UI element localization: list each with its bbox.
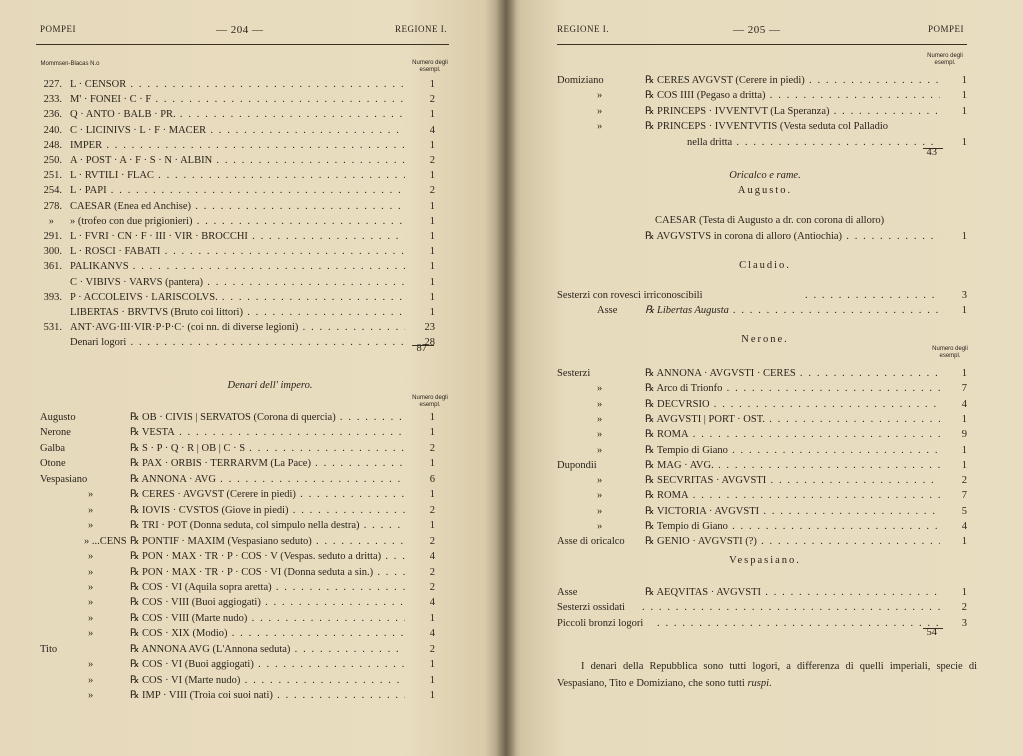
emperor-name: »	[88, 566, 94, 578]
entry-count: 23	[424, 322, 435, 334]
entry-description: ℞ MAG · AVG. . . .	[645, 458, 940, 473]
entry-count: 1	[429, 307, 435, 318]
entry-count: 1	[429, 489, 435, 501]
entry-count: 2	[429, 504, 435, 516]
entry-description: ℞ IMP · VIII (Troia coi suoi nati) . . .	[130, 688, 405, 703]
entry-description: ℞ S · P · Q · R | OB | C · S . . .	[130, 441, 405, 456]
entry-count: 6	[429, 473, 435, 485]
entry-description: P · ACCOLEIVS · LARISCOLVS. . . .	[70, 290, 405, 305]
mommsen-number: 240.	[43, 124, 62, 136]
entry-description: ℞ Tempio di Giano . . .	[645, 443, 940, 458]
entry-count: 1	[961, 136, 967, 148]
imperial-row	[40, 611, 440, 626]
entry-description: L · RVTILI · FLAC . . .	[70, 168, 405, 183]
domitian-row	[557, 104, 977, 119]
nerone-title: Nerone.	[741, 334, 789, 345]
entry-description: ℞ OB · CIVIS | SERVATOS (Corona di quercia) . . .	[130, 410, 405, 425]
left-page	[0, 0, 505, 756]
entry-description: » (trofeo con due prigionieri) . . .	[70, 214, 405, 229]
entry-description: ℞ TRI · POT (Donna seduta, col simpulo nella destra) . . .	[130, 518, 405, 533]
left-header-right: REGIONE I.	[395, 24, 447, 34]
vespasiano-title: Vespasiano.	[729, 555, 801, 566]
emperor-name: Tito	[40, 643, 58, 655]
oricalco-title: Oricalco e rame.	[729, 170, 801, 181]
imperial-row	[40, 642, 440, 657]
emperor-name: Nerone	[40, 427, 71, 439]
imperial-row	[40, 441, 440, 456]
emperor-name: »	[597, 105, 603, 117]
coin-type: Piccoli bronzi logori	[557, 617, 644, 629]
right-header-left: REGIONE I.	[557, 24, 609, 34]
emperor-name: »	[88, 690, 94, 702]
left-header-rule	[36, 44, 449, 45]
entry-count: 28	[424, 337, 435, 349]
nerone-row	[557, 458, 977, 473]
mommsen-number: 300.	[43, 246, 62, 258]
nerone-row	[557, 488, 977, 503]
domitian-row	[557, 135, 977, 150]
entry-count: 1	[429, 427, 435, 439]
emperor-name: Otone	[40, 458, 66, 470]
republic-row	[20, 259, 440, 274]
nerone-row	[557, 443, 977, 458]
nerone-row	[557, 473, 977, 488]
entry-count: 1	[429, 261, 435, 273]
imperial-row	[40, 534, 440, 549]
emperor-name: Domiziano	[557, 75, 604, 86]
coin-type: »	[597, 398, 603, 410]
vespasiano-row	[557, 616, 977, 631]
republic-row	[20, 305, 440, 320]
entry-count: 1	[429, 231, 435, 242]
entry-count: 2	[429, 185, 435, 197]
entry-description: Q · ANTO · BALB · PR. . . .	[70, 107, 405, 122]
imperial-row	[40, 565, 440, 580]
coin-type: Sesterzi con rovesci irriconoscibili	[557, 290, 703, 301]
imperial-row	[40, 425, 440, 440]
nerone-row	[557, 427, 977, 442]
mommsen-number: 393.	[43, 291, 62, 303]
coin-type: »	[597, 490, 603, 502]
entry-count: 1	[961, 444, 967, 456]
entry-count: 1	[961, 90, 967, 102]
entry-count: 1	[961, 75, 967, 86]
nerone-count-header: Numero degli esempl.	[932, 346, 968, 359]
entry-count: 1	[429, 520, 435, 532]
entry-description: ℞ CERES AVGVST (Cerere in piedi) . . .	[645, 73, 940, 88]
emperor-name: »	[88, 504, 94, 516]
republic-row	[20, 168, 440, 183]
entry-description: ℞ PONTIF · MAXIM (Vespasiano seduto) . . .	[130, 534, 405, 549]
mommsen-number: 251.	[43, 170, 62, 182]
entry-description: nella dritta . . .	[687, 135, 940, 150]
left-header-center: — 204 —	[216, 24, 264, 36]
entry-description: ℞ IOVIS · CVSTOS (Giove in piedi) . . .	[130, 503, 405, 518]
entry-count: 4	[429, 124, 435, 136]
emperor-name: »	[88, 520, 94, 532]
entry-count: 2	[429, 94, 435, 106]
imperial-row	[40, 487, 440, 502]
left-count-header: Numero degli esempl.	[412, 60, 448, 73]
republic-row	[20, 183, 440, 198]
coin-type: Sesterzi	[557, 368, 591, 379]
republic-row	[20, 199, 440, 214]
entry-description: ℞ COS · VI (Marte nudo) . . .	[130, 673, 405, 688]
republic-row	[20, 92, 440, 107]
entry-count: 1	[429, 215, 435, 227]
emperor-name: Vespasiano	[40, 473, 88, 485]
augusto-title: Augusto.	[737, 185, 793, 196]
republic-row	[20, 244, 440, 259]
nerone-row	[557, 534, 977, 549]
entry-count: 1	[961, 587, 967, 598]
entry-description: L · CENSOR . . .	[70, 77, 405, 92]
entry-count: 1	[429, 659, 435, 671]
entry-count: 4	[961, 521, 967, 532]
coin-type: »	[597, 444, 603, 456]
entry-count: 3	[961, 290, 967, 301]
imperial-row	[40, 595, 440, 610]
imperial-row	[40, 580, 440, 595]
entry-description: CAESAR (Enea ed Anchise) . . .	[70, 199, 405, 214]
emperor-name: »	[88, 674, 94, 686]
entry-description: ℞ PON · MAX · TR · P · COS · VI (Donna seduta a sin.) . . .	[130, 565, 405, 580]
closing-paragraph: I denari della Repubblica sono tutti logori, a differenza di quelli imperiali, specie di Vespasiano, Tito e Domiziano, che sono tutti ruspi.	[557, 661, 977, 689]
imperial-row	[40, 549, 440, 564]
entry-description: ℞ COS · VI (Aquila sopra aretta) . . .	[130, 580, 405, 595]
entry-count: 1	[429, 200, 435, 212]
entry-description: ℞ COS · XIX (Modio) . . .	[130, 626, 405, 641]
entry-count: 4	[429, 628, 435, 640]
entry-description	[642, 600, 940, 615]
domitian-row	[557, 119, 977, 134]
coin-type: Asse	[597, 305, 618, 317]
entry-description: ℞ COS · VIII (Buoi aggiogati) . . .	[130, 595, 405, 610]
entry-count: 2	[961, 602, 967, 614]
coin-type: »	[597, 521, 603, 532]
right-header-right: POMPEI	[928, 24, 965, 34]
left-header-left: POMPEI	[40, 24, 77, 34]
book-gutter	[496, 0, 516, 756]
emperor-name: »	[88, 489, 94, 501]
entry-count: 2	[429, 535, 435, 547]
left-col-header: Mommsen-Blacas N.o	[40, 61, 100, 67]
entry-description: ANT·AVG·III·VIR·P·P·C· (coi nn. di diverse legioni) . . .	[70, 320, 405, 335]
entry-description: Denari logori . . .	[70, 335, 405, 350]
nerone-row	[557, 397, 977, 412]
mommsen-number: 361.	[43, 261, 62, 273]
entry-count: 1	[429, 690, 435, 702]
mommsen-number: 227.	[43, 79, 62, 90]
coin-type: Sesterzi ossidati	[557, 602, 625, 614]
entry-description: ℞ Libertas Augusta . . .	[645, 303, 940, 318]
mommsen-number: 236.	[43, 109, 62, 121]
imperial-row	[40, 688, 440, 703]
vespasiano-row	[557, 600, 977, 615]
entry-description: ℞ ROMA . . .	[645, 427, 940, 442]
emperor-name: »	[88, 581, 94, 593]
imperial-title: Denari dell' impero.	[227, 380, 313, 391]
entry-count: 1	[429, 109, 435, 121]
entry-description: ℞ AVGVSTI | PORT · OST. . . .	[645, 412, 940, 427]
emperor-name: »	[88, 612, 94, 624]
right-page	[505, 0, 1023, 756]
republic-row	[20, 214, 440, 229]
entry-count: 1	[429, 139, 435, 151]
claudio-title: Claudio.	[739, 260, 791, 271]
entry-description: M' · FONEI · C · F . . .	[70, 92, 405, 107]
imperial-row	[40, 673, 440, 688]
imperial-row	[40, 626, 440, 641]
coin-type: »	[597, 505, 603, 517]
coin-type: Asse di oricalco	[557, 536, 625, 548]
emperor-name: »	[597, 121, 603, 133]
entry-description: ℞ GENIO · AVGVSTI (?) . . .	[645, 534, 940, 549]
entry-description: ℞ COS · VI (Buoi aggiogati) . . .	[130, 657, 405, 672]
republic-row	[20, 290, 440, 305]
entry-count: 1	[429, 412, 435, 423]
augusto-row: ℞ AVGVSTVS in corona di alloro (Antiochia) . . . 1	[557, 229, 967, 244]
emperor-name: Augusto	[40, 412, 76, 423]
entry-count: 1	[961, 368, 967, 379]
augusto-line-1: CAESAR (Testa di Augusto a dr. con corona di alloro)	[655, 215, 885, 226]
republic-row	[20, 77, 440, 92]
ruspi-word: ruspi	[747, 678, 770, 689]
entry-description: ℞ ANNONA AVG (L'Annona seduta) . . .	[130, 642, 405, 657]
mommsen-number: 531.	[43, 322, 62, 334]
entry-count: 1	[961, 413, 967, 425]
republic-row	[20, 320, 440, 335]
mommsen-number: 248.	[43, 139, 62, 151]
right-header-center: — 205 —	[733, 24, 781, 36]
entry-count: 2	[429, 442, 435, 454]
imperial-row	[40, 657, 440, 672]
entry-count: 4	[429, 597, 435, 609]
emperor-name: » ...CENS	[84, 535, 127, 547]
entry-description: ℞ SECVRITAS · AVGVSTI . . .	[645, 473, 940, 488]
entry-count: 1	[961, 459, 967, 471]
entry-count: 2	[429, 581, 435, 593]
entry-description: A · POST · A · F · S · N · ALBIN . . .	[70, 153, 405, 168]
nerone-row	[557, 504, 977, 519]
entry-description: ℞ ROMA . . .	[645, 488, 940, 503]
entry-description: PALIKANVS . . .	[70, 259, 405, 274]
emperor-name: »	[88, 551, 94, 563]
mommsen-number: 291.	[43, 231, 62, 242]
entry-count: 1	[429, 612, 435, 624]
mommsen-number: 233.	[43, 94, 62, 106]
entry-description: ℞ PRINCEPS · IVVENTVTIS (Vesta seduta col Palladio	[645, 121, 889, 133]
entry-count: 9	[961, 429, 967, 441]
republic-row	[20, 153, 440, 168]
coin-type: »	[597, 383, 603, 395]
republic-row	[20, 123, 440, 138]
entry-count: 1	[429, 458, 435, 470]
entry-count: 1	[429, 170, 435, 182]
entry-count: 1	[961, 536, 967, 548]
republic-row	[20, 138, 440, 153]
entry-count: 1	[429, 276, 435, 288]
entry-description: ℞ AEQVITAS · AVGVSTI . . .	[645, 585, 940, 600]
domitian-total: 43	[926, 147, 937, 158]
entry-count: 1	[429, 291, 435, 303]
right-header-rule	[557, 44, 967, 45]
vespasiano-total: 54	[926, 627, 937, 638]
entry-description: L · FVRI · CN · F · III · VIR · BROCCHI . . .	[70, 229, 405, 244]
entry-count: 3	[961, 617, 967, 629]
entry-description: ℞ PRINCEPS · IVVENTVT (La Speranza) . . .	[645, 104, 940, 119]
republic-row	[20, 335, 440, 350]
imperial-count-header: Numero degli esempl.	[412, 395, 448, 408]
imperial-row	[40, 472, 440, 487]
nerone-row	[557, 381, 977, 396]
emperor-name: »	[88, 659, 94, 671]
entry-count: 1	[429, 246, 435, 258]
entry-count: 7	[961, 383, 967, 395]
entry-description: ℞ VESTA . . .	[130, 425, 405, 440]
entry-count: 2	[961, 475, 967, 487]
right-count-header: Numero degli esempl.	[927, 53, 963, 66]
entry-count: 4	[961, 398, 967, 410]
emperor-name: »	[597, 90, 603, 102]
entry-description: ℞ ANNONA · AVG . . .	[130, 472, 405, 487]
entry-count: 7	[961, 490, 967, 502]
emperor-name: »	[88, 628, 94, 640]
nerone-row	[557, 519, 977, 534]
entry-description: ℞ DECVRSIO . . .	[645, 397, 940, 412]
republic-total: 87	[416, 343, 427, 354]
nerone-row	[557, 412, 977, 427]
entry-description: C · VIBIVS · VARVS (pantera) . . .	[70, 275, 405, 290]
entry-count: 2	[429, 643, 435, 655]
vespasiano-row	[557, 585, 977, 600]
entry-description: ℞ VICTORIA · AVGVSTI . . .	[645, 504, 940, 519]
coin-type: Asse	[557, 587, 578, 598]
entry-count: 1	[429, 79, 435, 90]
emperor-name: »	[88, 597, 94, 609]
mommsen-number: 254.	[43, 185, 62, 197]
entry-description: ℞ PON · MAX · TR · P · COS · V (Vespas. seduto a dritta) . . .	[130, 549, 405, 564]
republic-row	[20, 275, 440, 290]
entry-description: LIBERTAS · BRVTVS (Bruto coi littori) . . .	[70, 305, 405, 320]
nerone-row	[557, 366, 977, 381]
entry-count: 2	[429, 155, 435, 166]
entry-count: 1	[429, 674, 435, 686]
entry-description: ℞ Tempio di Giano . . .	[645, 519, 940, 534]
entry-count: 1	[961, 105, 967, 117]
entry-description: ℞ COS · VIII (Marte nudo) . . .	[130, 611, 405, 626]
imperial-row	[40, 456, 440, 471]
entry-count: 1	[961, 305, 967, 317]
entry-description	[805, 288, 940, 303]
entry-count: 2	[429, 566, 435, 578]
mommsen-number: »	[48, 215, 54, 227]
entry-description: L · PAPI . . .	[70, 183, 405, 198]
entry-description: C · LICINIVS · L · F · MACER . . .	[70, 123, 405, 138]
coin-type: »	[597, 413, 603, 425]
republic-row	[20, 107, 440, 122]
imperial-row	[40, 518, 440, 533]
entry-description: ℞ CERES · AVGVST (Cerere in piedi) . . .	[130, 487, 405, 502]
entry-count: 4	[429, 551, 435, 563]
claudio-row	[557, 288, 977, 303]
domitian-row	[557, 73, 977, 88]
entry-description: IMPER . . .	[70, 138, 405, 153]
entry-description	[657, 616, 940, 631]
domitian-row	[557, 88, 977, 103]
entry-description: L · ROSCI · FABATI . . .	[70, 244, 405, 259]
claudio-row	[557, 303, 977, 318]
coin-type: Dupondii	[557, 459, 597, 471]
coin-type: »	[597, 429, 603, 441]
imperial-row	[40, 410, 440, 425]
mommsen-number: 250.	[43, 155, 62, 166]
entry-description: ℞ ANNONA · AVGVSTI · CERES . . .	[645, 366, 940, 381]
emperor-name: Galba	[40, 442, 66, 454]
imperial-row	[40, 503, 440, 518]
entry-count: 5	[961, 505, 967, 517]
coin-type: »	[597, 475, 603, 487]
republic-row	[20, 229, 440, 244]
entry-description: ℞ COS IIII (Pegaso a dritta) . . .	[645, 88, 940, 103]
entry-description: ℞ Arco di Trionfo . . .	[645, 381, 940, 396]
entry-description: ℞ PAX · ORBIS · TERRARVM (La Pace) . . .	[130, 456, 405, 471]
mommsen-number: 278.	[43, 200, 62, 212]
